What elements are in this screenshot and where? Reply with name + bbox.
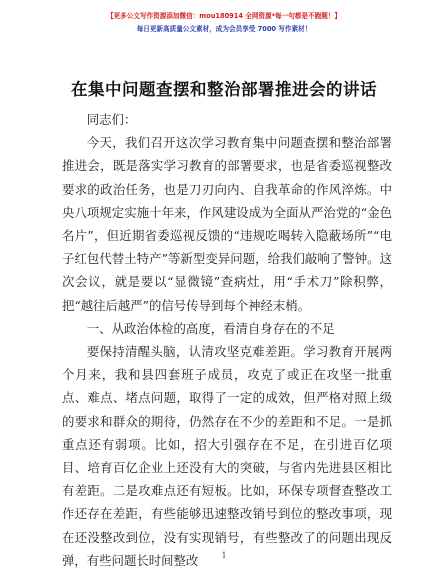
- promo-banner-line-1: 【更多公文写作资源添加微信：mou180914 全网资源*每一句都是不跑题！】: [107, 12, 341, 20]
- document-title: 在集中问题查摆和整治部署推进会的讲话: [71, 80, 377, 99]
- promo-banner-line-2: 每日更新高质量公文素材，成为会员享受 7000 写作素材！: [136, 25, 312, 33]
- section-1-paragraph: 要保持清醒头脑，认清攻坚克难差距。学习教育开展两个月来，我和县四套班子成员，攻克了或正在攻坚一批重点、难点、堵点问题，取得了一定的成效，但严格对照上级的要求和群众的期待，仍然存在不少的差距和不足。一是抓重点还有弱项。比如，招大引强存在不足，在引进百亿项目、培育百亿企业上还没有大的突破，与省内先进县区相比有差距。二是攻难点还有短板。比如，环保专项督查整改工作还存在差距，有些能够迅速整改销号到位的整改事项，现在还没整改到位，没有实现销号，有些整改了的问题出现反弹，有些问题长时间整改: [62, 344, 392, 568]
- salutation: 同志们：: [86, 112, 137, 127]
- section-heading-1: 一、从政治体检的高度，看清自身存在的不足: [86, 320, 335, 336]
- document-body: [62, 108, 392, 572]
- page-number: 1: [221, 551, 227, 560]
- intro-paragraph: 今天，我们召开这次学习教育集中问题查摆和整治部署推进会，既是落实学习教育的部署要求，也是省委巡视整改要求的政治任务，也是刀刃向内、自我革命的作风淬炼。中央八项规定实施十年来，作风建设成为全面从严治党的“金色名片”，但近期省委巡视反馈的“违规吃喝转入隐蔽场所”“电子红包代替土特产”等新型变异问题，给我们敲响了警钟。这次会议，就是要以“显微镜”查病灶，用“手术刀”除积弊，把“越往后越严”的信号传导到每个神经末梢。: [62, 135, 392, 313]
